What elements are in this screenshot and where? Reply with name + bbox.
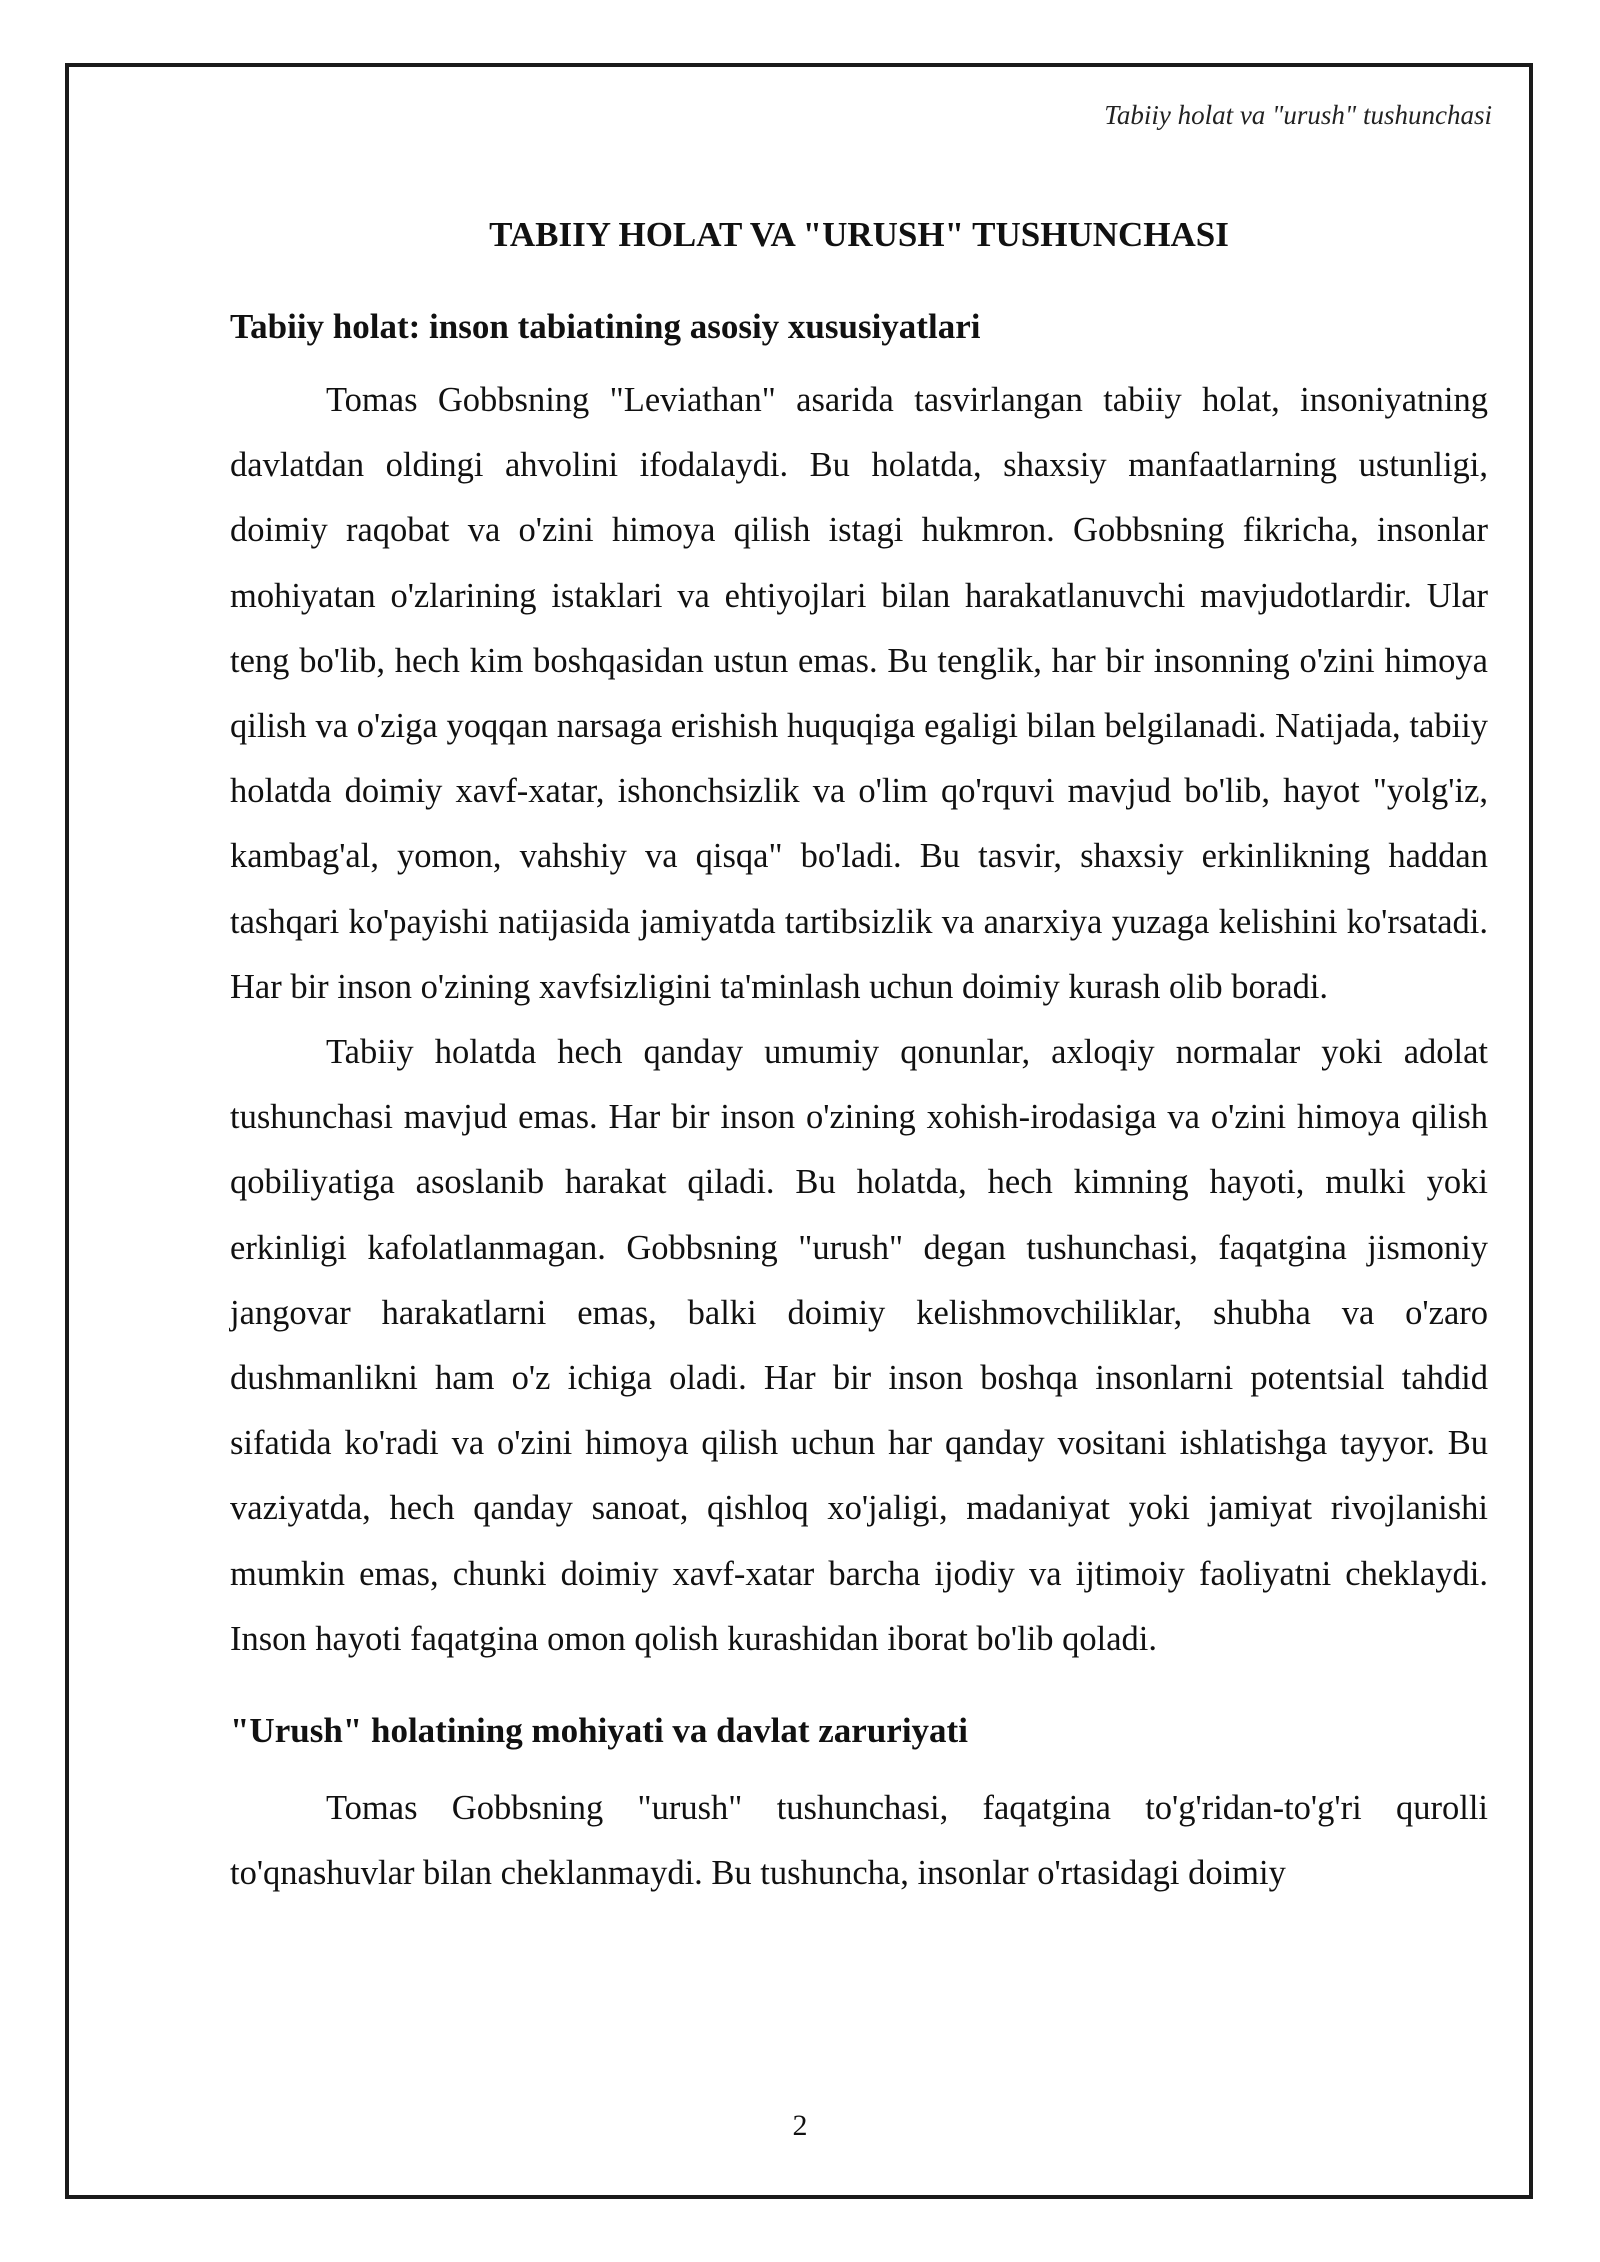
paragraph: Tabiiy holatda hech qanday umumiy qonunlar, axloqiy normalar yoki adolat tushunchasi mavjud emas. Har bir inson o'zining xohish-irodasiga va o'zini himoya qilish qobiliyatiga asoslanib harakat qiladi. Bu holatda, hech kimning hayoti, mulki yoki erkinligi kafolatlanmagan. Gobbsning "urush" degan tushunchasi, faqatgina jismoniy jangovar harakatlarni emas, balki doimiy kelishmovchiliklar, shubha va o'zaro dushmanlikni ham o'z ichiga oladi. Har bir inson boshqa insonlarni potentsial tahdid sifatida ko'radi va o'zini himoya qilish uchun har qanday vositani ishlatishga tayyor. Bu vaziyatda, hech qanday sanoat, qishloq xo'jaligi, madaniyat yoki jamiyat rivojlanishi mumkin emas, chunki doimiy xavf-xatar barcha ijodiy va ijtimoiy faoliyatni cheklaydi. Inson hayoti faqatgina omon qolish kurashidan iborat bo'lib qoladi. bbox=[230, 1033, 1488, 1658]
section-heading-natural-state: Tabiiy holat: inson tabiatining asosiy xususiyatlari bbox=[230, 307, 981, 346]
section-heading-war-state: "Urush" holatining mohiyati va davlat zaruriyati bbox=[230, 1711, 968, 1751]
page-number: 2 bbox=[792, 2109, 808, 2142]
paragraph: Tomas Gobbsning "Leviathan" asarida tasvirlangan tabiiy holat, insoniyatning davlatdan oldingi ahvolini ifodalaydi. Bu holatda, shaxsiy manfaatlarning ustunligi, doimiy raqobat va o'zini himoya qilish istagi hukmron. Gobbsning fikricha, insonlar mohiyatan o'zlarining istaklari va ehtiyojlari bilan harakatlanuvchi mavjudotlardir. Ular teng bo'lib, hech kim boshqasidan ustun emas. Bu tenglik, har bir insonning o'zini himoya qilish va o'ziga yoqqan narsaga erishish huquqiga egaligi bilan belgilanadi. Natijada, tabiiy holatda doimiy xavf-xatar, ishonchsizlik va o'lim qo'rquvi mavjud bo'lib, hayot "yolg'iz, kambag'al, yomon, vahshiy va qisqa" bo'ladi. Bu tasvir, shaxsiy erkinlikning haddan tashqari ko'payishi natijasida jamiyatda tartibsizlik va anarxiya yuzaga kelishini ko'rsatadi. Har bir inson o'zining xavfsizligini ta'minlash uchun doimiy kurash olib boradi. bbox=[230, 381, 1488, 1006]
paragraph: Tomas Gobbsning "urush" tushunchasi, faqatgina to'g'ridan-to'g'ri qurolli to'qnashuvlar bilan cheklanmaydi. Bu tushuncha, insonlar o'rtasidagi doimiy bbox=[230, 1789, 1488, 1893]
document-title: TABIIY HOLAT VA "URUSH" TUSHUNCHASI bbox=[489, 215, 1229, 254]
running-header: Tabiiy holat va "urush" tushunchasi bbox=[1104, 100, 1492, 130]
document-body bbox=[230, 212, 1488, 1906]
